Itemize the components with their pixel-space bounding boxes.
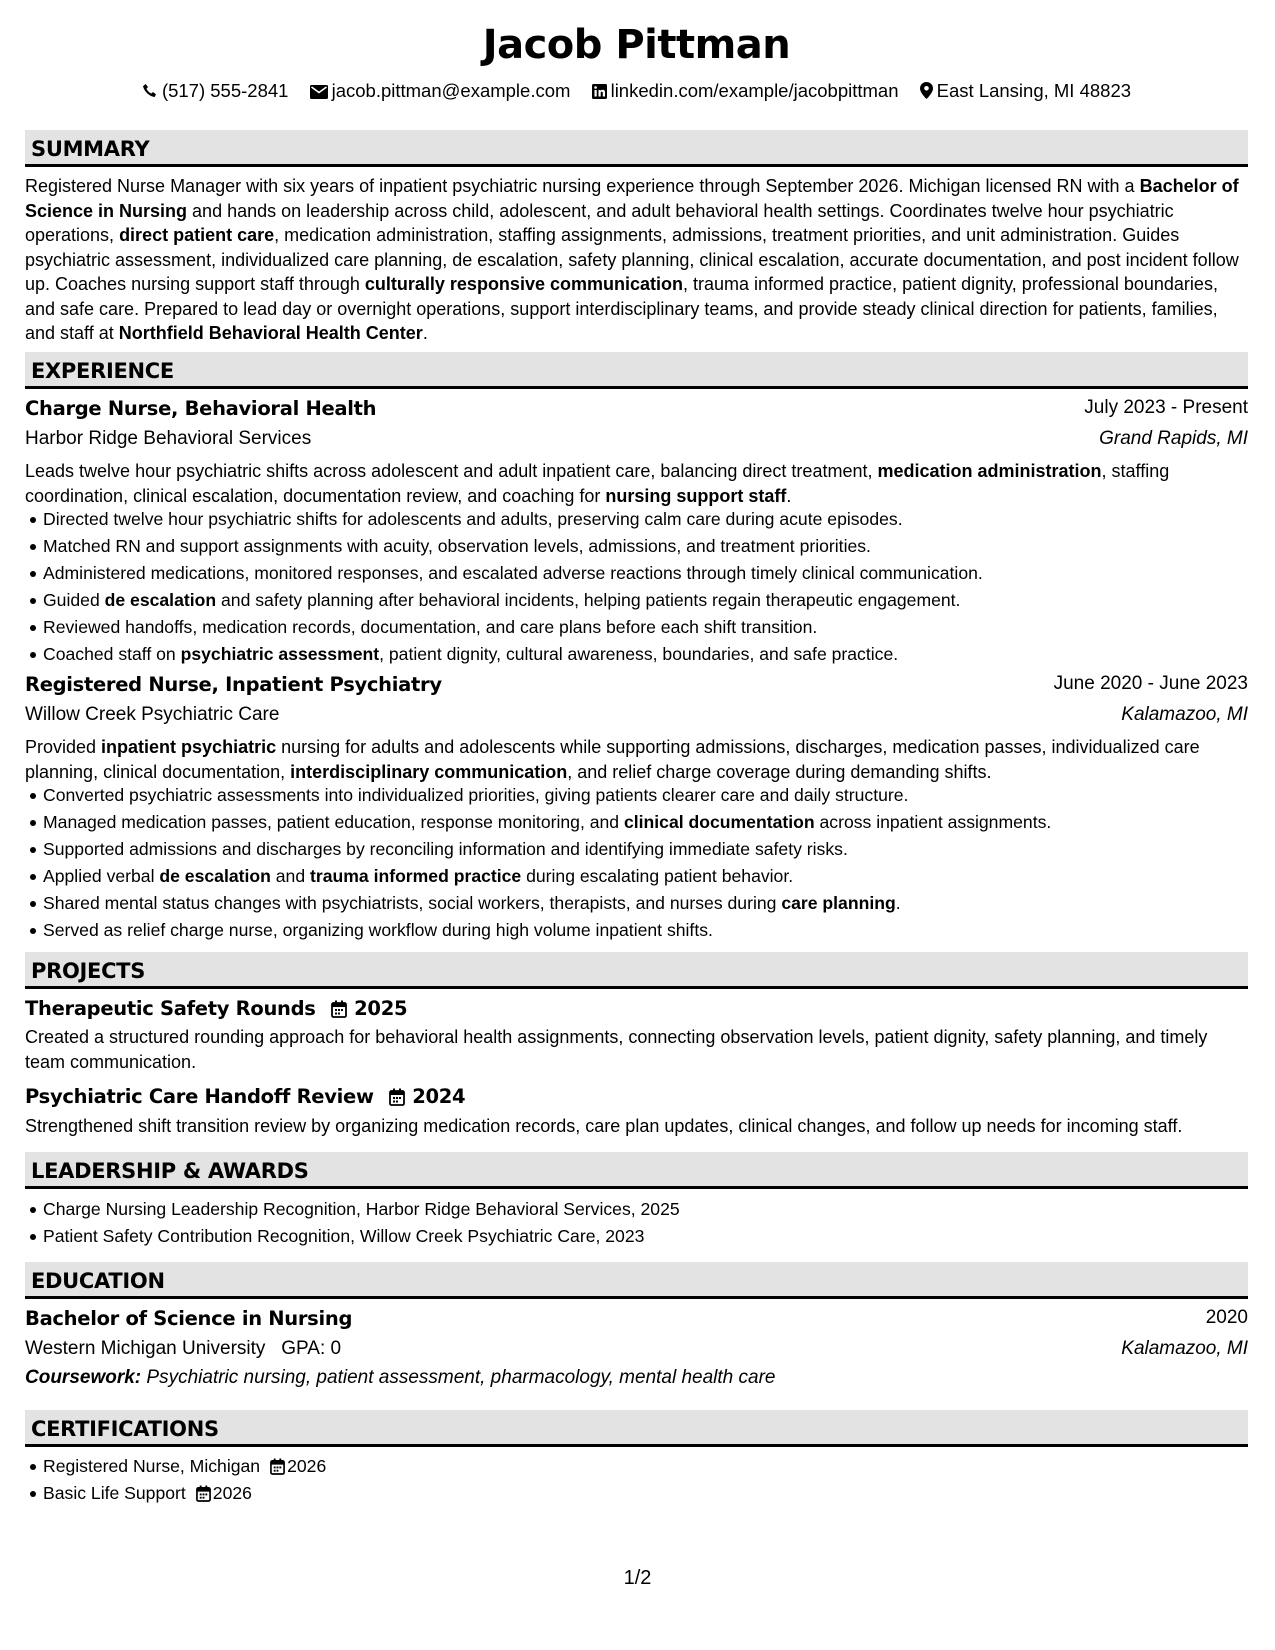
contact-location bbox=[920, 80, 1131, 102]
contact-email[interactable] bbox=[310, 80, 571, 102]
project-1-description: Created a structured rounding approach for behavioral health assignments, connecting observation levels, patient dignity, safety planning, and timely team communication. bbox=[25, 1027, 1208, 1072]
job-1-description: Leads twelve hour psychiatric shifts across adolescent and adult inpatient care, balancing direct treatment, medication administration, staffing coordination, clinical escalation, documentation review, and coaching for nursing support staff. bbox=[25, 461, 1170, 506]
list-item: Matched RN and support assignments with acuity, observation levels, admissions, and treatment priorities. bbox=[43, 533, 1266, 560]
list-item: Charge Nursing Leadership Recognition, Harbor Ridge Behavioral Services, 2025 bbox=[43, 1196, 1266, 1223]
project-2-header bbox=[25, 1085, 1248, 1109]
map-pin-icon bbox=[920, 82, 933, 99]
job-2-header bbox=[25, 673, 1248, 697]
location-text: East Lansing, MI 48823 bbox=[936, 80, 1132, 101]
job-2-subheader bbox=[25, 704, 1248, 726]
education-heading: EDUCATION bbox=[25, 1262, 1248, 1299]
job-1-subheader bbox=[25, 428, 1248, 450]
projects-heading: PROJECTS bbox=[25, 952, 1248, 989]
project-year: 2024 bbox=[412, 1085, 466, 1108]
school-location: Kalamazoo, MI bbox=[1121, 1338, 1248, 1359]
phone-icon bbox=[142, 83, 158, 99]
list-item: Converted psychiatric assessments into individualized priorities, giving patients clearer care and daily structure. bbox=[43, 782, 1266, 809]
list-item: Patient Safety Contribution Recognition, Willow Creek Psychiatric Care, 2023 bbox=[43, 1223, 1266, 1250]
contact-line bbox=[25, 80, 1248, 102]
project-year: 2025 bbox=[354, 997, 408, 1020]
leadership-list bbox=[25, 1196, 1266, 1250]
summary-text: Registered Nurse Manager with six years of inpatient psychiatric nursing experience through September 2026. Michigan licensed RN with a Bachelor of Science in Nursing and hands on leadership across child, adolescent, and adult behavioral health settings. Coordinates twelve hour psychiatric operations, direct patient care, medication administration, staffing assignments, admissions, treatment priorities, and unit administration. Guides psychiatric assessment, individualized care planning, de escalation, safety planning, clinical escalation, accurate documentation, and post incident follow up. Coaches nursing support staff through culturally responsive communication, trauma informed practice, patient dignity, professional boundaries, and safe care. Prepared to lead day or overnight operations, support interdisciplinary teams, and provide steady clinical direction for patients, families, and staff at Northfield Behavioral Health Center. bbox=[25, 176, 1239, 343]
list-item: Shared mental status changes with psychiatrists, social workers, therapists, and nurses during care planning. bbox=[43, 890, 1266, 917]
coursework bbox=[25, 1367, 1248, 1389]
list-item: Basic Life Support 2026 bbox=[43, 1480, 1266, 1507]
list-item: Directed twelve hour psychiatric shifts for adolescents and adults, preserving calm care during acute episodes. bbox=[43, 506, 1266, 533]
list-item: Administered medications, monitored responses, and escalated adverse reactions through timely clinical communication. bbox=[43, 560, 1266, 587]
calendar-icon bbox=[270, 1458, 285, 1475]
job-location: Kalamazoo, MI bbox=[1121, 704, 1248, 725]
job-title: Charge Nurse, Behavioral Health bbox=[25, 397, 377, 420]
project-2-description: Strengthened shift transition review by organizing medication records, care plan updates, clinical changes, and follow up needs for incoming staff. bbox=[25, 1116, 1183, 1136]
calendar-icon bbox=[389, 1088, 405, 1106]
job-dates: June 2020 - June 2023 bbox=[1053, 673, 1248, 694]
list-item: Supported admissions and discharges by reconciling information and identifying immediate safety risks. bbox=[43, 836, 1266, 863]
contact-phone[interactable] bbox=[142, 80, 289, 102]
envelope-icon bbox=[310, 85, 328, 99]
list-item: Guided de escalation and safety planning after behavioral incidents, helping patients regain therapeutic engagement. bbox=[43, 587, 1266, 614]
coursework-text: Psychiatric nursing, patient assessment, pharmacology, mental health care bbox=[146, 1367, 776, 1388]
list-item: Applied verbal de escalation and trauma informed practice during escalating patient behavior. bbox=[43, 863, 1266, 890]
candidate-name: Jacob Pittman bbox=[482, 22, 791, 68]
job-company: Harbor Ridge Behavioral Services bbox=[25, 428, 312, 449]
gpa: GPA: 0 bbox=[281, 1338, 342, 1359]
job-location: Grand Rapids, MI bbox=[1099, 428, 1248, 449]
certifications-list bbox=[25, 1453, 1266, 1507]
summary-heading: SUMMARY bbox=[25, 130, 1248, 167]
project-title: Therapeutic Safety Rounds bbox=[25, 997, 316, 1020]
job-title: Registered Nurse, Inpatient Psychiatry bbox=[25, 673, 442, 696]
phone-text: (517) 555-2841 bbox=[161, 80, 289, 101]
experience-heading: EXPERIENCE bbox=[25, 352, 1248, 389]
job-2-bullets bbox=[25, 782, 1266, 944]
linkedin-text: linkedin.com/example/jacobpittman bbox=[610, 80, 899, 101]
calendar-icon bbox=[196, 1485, 211, 1502]
education-header bbox=[25, 1307, 1248, 1331]
page-number: 1/2 bbox=[623, 1567, 652, 1589]
job-company: Willow Creek Psychiatric Care bbox=[25, 704, 280, 725]
list-item: Served as relief charge nurse, organizing workflow during high volume inpatient shifts. bbox=[43, 917, 1266, 944]
school: Western Michigan University bbox=[25, 1338, 266, 1359]
email-text: jacob.pittman@example.com bbox=[331, 80, 571, 101]
job-1-header bbox=[25, 397, 1248, 421]
list-item: Registered Nurse, Michigan 2026 bbox=[43, 1453, 1266, 1480]
contact-linkedin[interactable] bbox=[592, 80, 899, 102]
job-dates: July 2023 - Present bbox=[1084, 397, 1248, 418]
project-title: Psychiatric Care Handoff Review bbox=[25, 1085, 374, 1108]
list-item: Managed medication passes, patient education, response monitoring, and clinical documentation across inpatient assignments. bbox=[43, 809, 1266, 836]
graduation-year: 2020 bbox=[1205, 1307, 1248, 1328]
certifications-heading: CERTIFICATIONS bbox=[25, 1410, 1248, 1447]
list-item: Coached staff on psychiatric assessment, patient dignity, cultural awareness, boundaries, and safe practice. bbox=[43, 641, 1266, 668]
list-item: Reviewed handoffs, medication records, documentation, and care plans before each shift transition. bbox=[43, 614, 1266, 641]
job-1-bullets bbox=[25, 506, 1266, 668]
education-subheader bbox=[25, 1338, 1248, 1360]
job-2-description: Provided inpatient psychiatric nursing for adults and adolescents while supporting admissions, discharges, medication passes, individualized care planning, clinical documentation, interdisciplinary communication, and relief charge coverage during demanding shifts. bbox=[25, 737, 1200, 782]
project-1-header bbox=[25, 997, 1248, 1021]
calendar-icon bbox=[331, 1000, 347, 1018]
leadership-heading: LEADERSHIP & AWARDS bbox=[25, 1152, 1248, 1189]
coursework-label: Coursework: bbox=[25, 1367, 142, 1388]
degree: Bachelor of Science in Nursing bbox=[25, 1307, 353, 1330]
linkedin-icon bbox=[592, 84, 607, 99]
